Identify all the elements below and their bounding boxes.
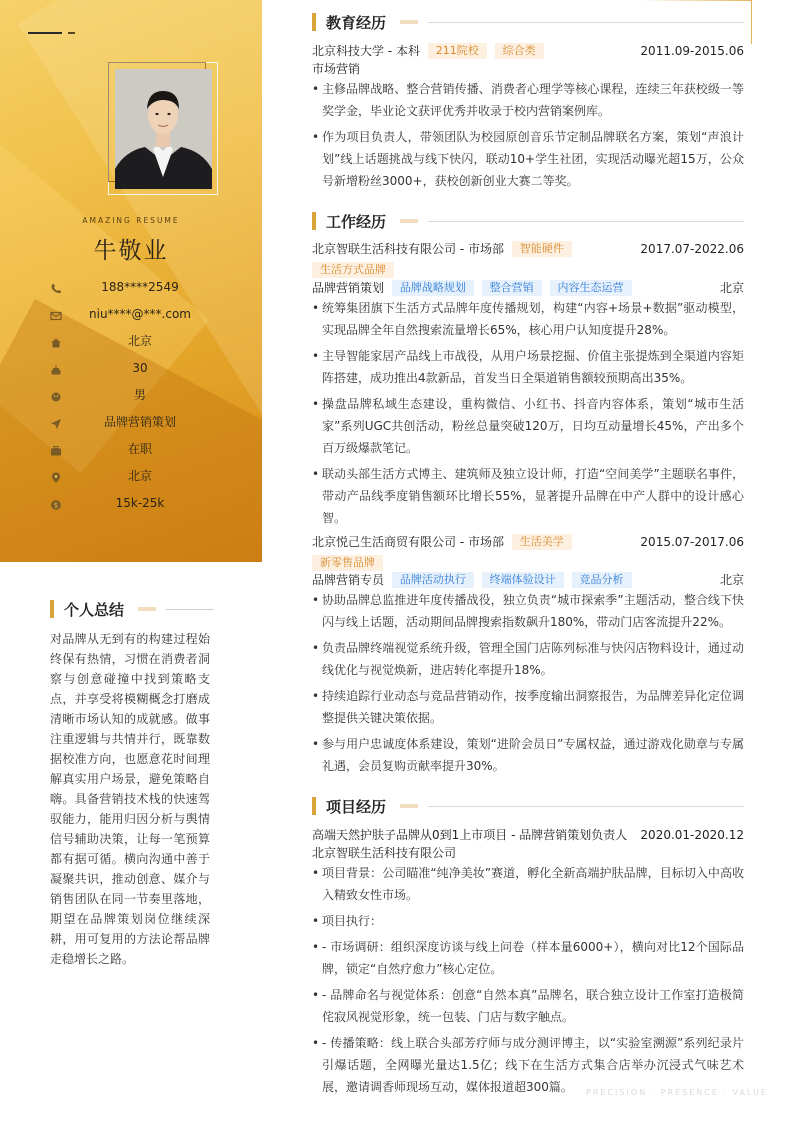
job-tags-row — [312, 261, 744, 279]
job-tags-row — [312, 554, 744, 572]
education-date: 2011.09-2015.06 — [640, 44, 744, 58]
email-row — [50, 305, 240, 323]
job-bullets — [312, 297, 744, 533]
footer-motto: PRECISION · PRESENCE · VALUE — [586, 1088, 768, 1097]
salary-value: 15k-25k — [115, 496, 165, 510]
heading-pill — [138, 607, 156, 611]
projects-heading — [312, 796, 744, 816]
work-title: 工作经历 — [326, 213, 387, 231]
skill-tag: 内容生态运营 — [550, 280, 632, 296]
work-city-row — [50, 467, 240, 485]
job-city: 北京 — [719, 573, 744, 587]
gender-value: 男 — [133, 388, 146, 402]
hometown-row — [50, 332, 240, 350]
project-header — [312, 826, 744, 844]
summary-title: 个人总结 — [64, 601, 125, 619]
candidate-name: 牛敬业 — [93, 238, 169, 264]
heading-accent-bar — [312, 13, 316, 31]
education-heading — [312, 12, 744, 32]
job-status-value: 在职 — [127, 442, 152, 456]
job-position-row — [312, 279, 744, 297]
heading-accent-bar — [312, 797, 316, 815]
heading-pill — [400, 219, 418, 223]
list-item: • 联动头部生活方式博主、建筑师及独立设计师，打造“空间美学”主题联名事件，带动产品线季度销售额环比增长55%，显著提升品牌在中产人群中的设计感心智。 — [312, 463, 744, 529]
list-item: • 持续追踪行业动态与竞品营销动作，按季度输出洞察报告，为品牌差异化定位调整提供关键决策依据。 — [312, 685, 744, 729]
projects-title: 项目经历 — [326, 798, 387, 816]
svg-text:$: $ — [53, 501, 59, 510]
list-item: • 协助品牌总监推进年度传播战役，独立负责“城市探索季”主题活动，整合线下快闪与线上话题，活动期间品牌搜索指数飙升180%，带动门店客流提升22%。 — [312, 589, 744, 633]
school-tag: 综合类 — [495, 43, 544, 59]
work-heading — [312, 211, 744, 231]
heading-divider — [166, 609, 214, 610]
skill-tag: 品牌活动执行 — [392, 572, 474, 588]
education-bullets — [312, 78, 744, 196]
major-name: 市场营销 — [312, 62, 361, 76]
job-date: 2017.07-2022.06 — [640, 242, 744, 256]
skill-tag: 竞品分析 — [572, 572, 632, 588]
project-company: 北京智联生活科技有限公司 — [312, 846, 457, 860]
project-name: 高端天然护肤子品牌从0到1上市项目 - 品牌营销策划负责人 — [312, 828, 628, 842]
company-tag: 新零售品牌 — [312, 555, 383, 571]
project-date: 2020.01-2020.12 — [640, 828, 744, 842]
list-item: • 主修品牌战略、整合营销传播、消费者心理学等核心课程，连续三年获校级一等奖学金，毕业论文获评优秀并收录于校内营销案例库。 — [312, 78, 744, 122]
decor-dash — [68, 32, 75, 34]
target-position-row — [50, 413, 240, 431]
job-position: 品牌营销专员 — [312, 573, 385, 587]
list-item: • 操盘品牌私域生态建设，重构微信、小红书、抖音内容体系，策划“城市生活家”系列UGC共创活动，粉丝总量突破120万，日均互动量增长45%，产出多个百万级爆款笔记。 — [312, 393, 744, 459]
heading-accent-bar — [312, 212, 316, 230]
list-item: • 作为项目负责人，带领团队为校园原创音乐节定制品牌联名方案，策划“声浪计划”线上话题挑战与线下快闪，联动10+学生社团，实现活动曝光超15万，公众号新增粉丝3000+，获校创新创业大赛二等奖。 — [312, 126, 744, 192]
education-major — [312, 60, 744, 78]
corner-decor-line — [640, 0, 752, 1]
company-tag: 智能硬件 — [512, 241, 572, 257]
job-bullets — [312, 589, 744, 781]
project-company-row — [312, 844, 744, 862]
list-item: • 统筹集团旗下生活方式品牌年度传播规划，构建“内容+场景+数据”驱动模型，实现品牌全年自然搜索流量增长65%，核心用户认知度提升28%。 — [312, 297, 744, 341]
heading-divider — [428, 806, 744, 807]
job-city: 北京 — [719, 281, 744, 295]
phone-row — [50, 278, 240, 296]
company-name: 北京悦己生活商贸有限公司 - 市场部 — [312, 535, 504, 549]
work-city-value: 北京 — [127, 469, 152, 483]
email-value: niu****@***.com — [89, 307, 191, 321]
school-tag: 211院校 — [428, 43, 487, 59]
company-tag: 生活美学 — [512, 534, 572, 550]
heading-accent-bar — [50, 600, 54, 618]
skill-tag: 品牌战略规划 — [392, 280, 474, 296]
tagline: AMAZING RESUME — [82, 216, 180, 225]
profile-sidebar — [0, 0, 262, 562]
hometown-value: 北京 — [127, 334, 152, 348]
project-bullets — [312, 862, 744, 1102]
age-value: 30 — [132, 361, 148, 375]
job-date: 2015.07-2017.06 — [640, 535, 744, 549]
phone-value: 188****2549 — [101, 280, 179, 294]
company-tag: 生活方式品牌 — [312, 262, 394, 278]
list-item: • - 市场调研：组织深度访谈与线上问卷（样本量6000+），横向对比12个国际品牌，锁定“自然疗愈力”核心定位。 — [312, 936, 744, 980]
job-header — [312, 240, 744, 258]
corner-decor-line — [751, 0, 752, 44]
job-header — [312, 533, 744, 551]
list-item: • - 品牌命名与视觉体系：创意“自然本真”品牌名，联合独立设计工作室打造极简侘寂风视觉形象，统一包装、门店与数字触点。 — [312, 984, 744, 1028]
list-item: • 负责品牌终端视觉系统升级，管理全国门店陈列标准与快闪店物料设计，通过动线优化与视觉焕新，进店转化率提升18%。 — [312, 637, 744, 681]
heading-divider — [428, 221, 744, 222]
list-item: • 项目执行： — [312, 910, 744, 932]
list-item: • 项目背景：公司瞄准“纯净美妆”赛道，孵化全新高端护肤品牌，目标切入中高收入精致女性市场。 — [312, 862, 744, 906]
skill-tag: 终端体验设计 — [482, 572, 564, 588]
gender-row — [50, 386, 240, 404]
education-title: 教育经历 — [326, 14, 387, 32]
job-status-row — [50, 440, 240, 458]
list-item: • - 传播策略：线上联合头部芳疗师与成分测评博主，以“实验室溯源”系列纪录片引爆话题，全网曝光量达1.5亿；线下在生活方式集合店举办沉浸式气味艺术展，邀请调香师现场互动，媒体报道超300篇。 — [312, 1032, 744, 1098]
salary-row — [50, 494, 240, 512]
age-row — [50, 359, 240, 377]
job-position: 品牌营销策划 — [312, 281, 385, 295]
job-position-row — [312, 571, 744, 589]
heading-pill — [400, 20, 418, 24]
list-item: • 主导智能家居产品线上市战役，从用户场景挖掘、价值主张提炼到全渠道内容矩阵搭建，成功推出4款新品，首发当日全渠道销售额较预期高出35%。 — [312, 345, 744, 389]
profile-photo — [115, 69, 212, 189]
summary-text: 对品牌从无到有的构建过程始终保有热情，习惯在消费者洞察与创意碰撞中找到策略支点，并享受将模糊概念打磨成清晰市场认知的成就感。做事注重逻辑与共情并行，既靠数据校准方向，也愿意花时间理解真实用户场景，避免策略自嗨。具备营销技术栈的快速驾驭能力，能用归因分析与舆情信号辅助决策，让每一笔预算都有据可循。横向沟通中善于凝聚共识，推动创意、媒介与销售团队在同一节奏里落地，期望在品牌策划岗位继续深耕，用可复用的方法论帮品牌走稳增长之路。 — [50, 632, 210, 966]
heading-divider — [428, 22, 744, 23]
education-entry-header — [312, 42, 744, 60]
heading-pill — [400, 804, 418, 808]
skill-tag: 整合营销 — [482, 280, 542, 296]
list-item: • 参与用户忠诚度体系建设，策划“进阶会员日”专属权益，通过游戏化勋章与专属礼遇，会员复购贡献率提升30%。 — [312, 733, 744, 777]
school-name: 北京科技大学 - 本科 — [312, 44, 420, 58]
company-name: 北京智联生活科技有限公司 - 市场部 — [312, 242, 504, 256]
decor-line — [28, 32, 62, 34]
target-position-value: 品牌营销策划 — [103, 415, 176, 429]
